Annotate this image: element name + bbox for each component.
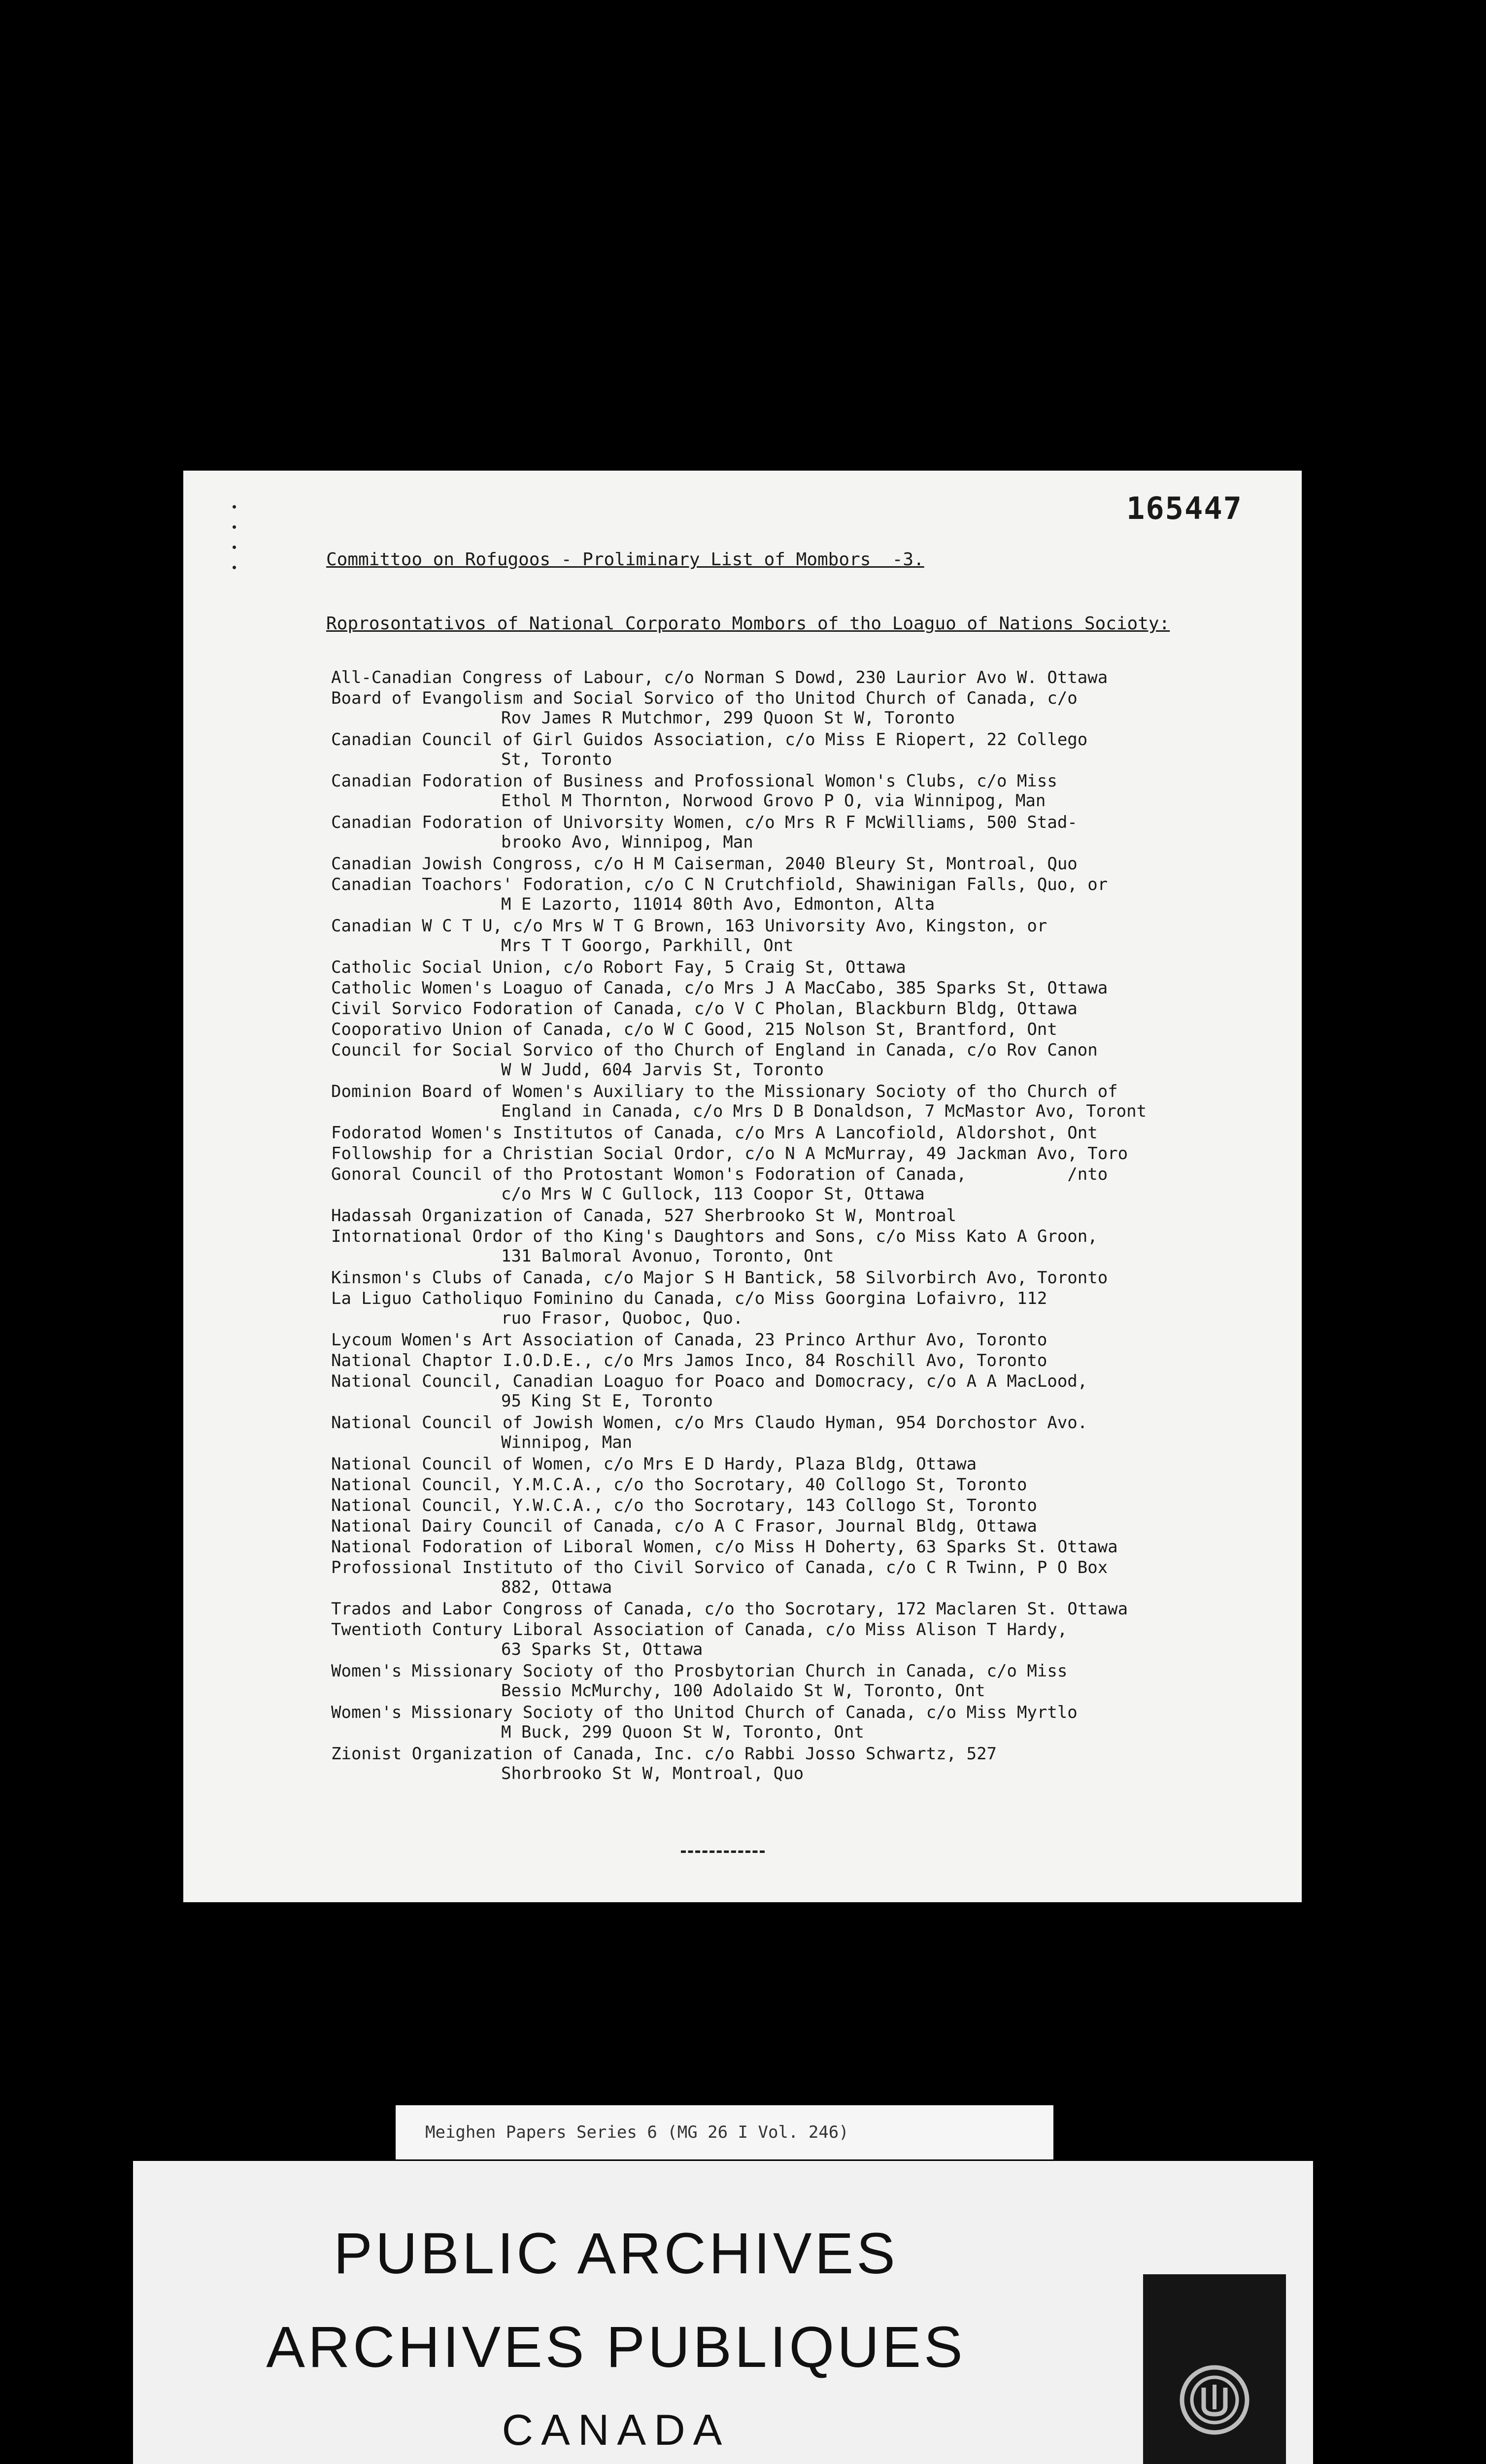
entry-line: Kinsmon's Clubs of Canada, c/o Major S H Bantick, 58 Silvorbirch Avo, Toronto xyxy=(331,1268,1108,1288)
entry-item xyxy=(331,771,1277,811)
entry-item xyxy=(331,916,1277,956)
entry-item xyxy=(331,1144,1277,1164)
entry-line: Canadian Fodoration of Business and Profossional Womon's Clubs, c/o Miss xyxy=(331,771,1057,791)
entry-continuation: M Buck, 299 Quoon St W, Toronto, Ont xyxy=(501,1722,864,1742)
entry-item xyxy=(331,1227,1277,1266)
archive-card-line2: ARCHIVES PUBLIQUES xyxy=(266,2315,966,2380)
entry-line: National Council, Canadian Loaguo for Poaco and Domocracy, c/o A A MacLood, xyxy=(331,1371,1088,1391)
entry-item xyxy=(331,1661,1277,1701)
entry-continuation: ruo Frasor, Quoboc, Quo. xyxy=(501,1308,743,1328)
entry-line: La Liguo Catholiquo Fominino du Canada, c/o Miss Goorgina Lofaivro, 112 xyxy=(331,1289,1047,1308)
entry-line: National Dairy Council of Canada, c/o A C Frasor, Journal Bldg, Ottawa xyxy=(331,1516,1037,1536)
entry-item xyxy=(331,1703,1277,1742)
entry-continuation: England in Canada, c/o Mrs D B Donaldson, 7 McMastor Avo, Toront xyxy=(501,1101,1147,1121)
entry-item xyxy=(331,668,1277,687)
entry-item xyxy=(331,1268,1277,1288)
entry-item xyxy=(331,1082,1277,1121)
entry-line: Women's Missionary Socioty of tho Prosbytorian Church in Canada, c/o Miss xyxy=(331,1661,1068,1681)
entry-line: Hadassah Organization of Canada, 527 Sherbrooko St W, Montroal xyxy=(331,1206,957,1226)
end-rule xyxy=(681,1850,765,1853)
entry-item xyxy=(331,813,1277,852)
entry-item xyxy=(331,730,1277,769)
entry-continuation: W W Judd, 604 Jarvis St, Toronto xyxy=(501,1060,824,1080)
entry-line: Women's Missionary Socioty of tho Unitod Church of Canada, c/o Miss Myrtlo xyxy=(331,1703,1078,1722)
entry-item xyxy=(331,978,1277,998)
entry-continuation: St, Toronto xyxy=(501,750,612,769)
entry-line: Cooporativo Union of Canada, c/o W C Good, 215 Nolson St, Brantford, Ont xyxy=(331,1020,1057,1039)
entry-line: Followship for a Christian Social Ordor, c/o N A McMurray, 49 Jackman Avo, Toro xyxy=(331,1144,1128,1164)
document-number: 165447 xyxy=(1126,490,1243,526)
entry-line: National Chaptor I.O.D.E., c/o Mrs Jamos Inco, 84 Roschill Avo, Toronto xyxy=(331,1351,1047,1370)
entry-line: Council for Social Sorvico of tho Church of England in Canada, c/o Rov Canon xyxy=(331,1040,1098,1060)
entry-continuation: Rov James R Mutchmor, 299 Quoon St W, Toronto xyxy=(501,708,955,728)
entry-item xyxy=(331,999,1277,1019)
entry-item xyxy=(331,875,1277,914)
archive-tag: Meighen Papers Series 6 (MG 26 I Vol. 246) xyxy=(396,2105,1053,2159)
entry-item xyxy=(331,1371,1277,1411)
entry-item xyxy=(331,1475,1277,1495)
entry-line: National Council of Women, c/o Mrs E D Hardy, Plaza Bldg, Ottawa xyxy=(331,1454,977,1474)
entry-item xyxy=(331,854,1277,874)
entry-item xyxy=(331,1599,1277,1619)
entry-line: Lycoum Women's Art Association of Canada, 23 Princo Arthur Avo, Toronto xyxy=(331,1330,1047,1350)
entry-continuation: Ethol M Thornton, Norwood Grovo P O, via Winnipog, Man xyxy=(501,791,1046,811)
entry-line: Fodoratod Women's Institutos of Canada, c/o Mrs A Lancofiold, Aldorshot, Ont xyxy=(331,1123,1098,1143)
entry-continuation: Winnipog, Man xyxy=(501,1433,633,1452)
entry-item xyxy=(331,1558,1277,1597)
entry-continuation: c/o Mrs W C Gullock, 113 Coopor St, Ottawa xyxy=(501,1184,925,1204)
entry-item xyxy=(331,1620,1277,1659)
entry-item xyxy=(331,1537,1277,1557)
entry-line: National Council, Y.M.C.A., c/o tho Socrotary, 40 Collogo St, Toronto xyxy=(331,1475,1027,1495)
archive-card-line1: PUBLIC ARCHIVES xyxy=(334,2221,898,2286)
entry-line: Gonoral Council of tho Protostant Womon's Fodoration of Canada, /nto xyxy=(331,1164,1108,1184)
entry-line: Canadian Fodoration of Univorsity Women, c/o Mrs R F McWilliams, 500 Stad- xyxy=(331,813,1078,832)
entry-item xyxy=(331,1516,1277,1536)
entry-item xyxy=(331,1454,1277,1474)
entry-line: Profossional Instituto of tho Civil Sorvico of Canada, c/o C R Twinn, P O Box xyxy=(331,1558,1108,1577)
entry-item xyxy=(331,1164,1277,1204)
entry-item xyxy=(331,1123,1277,1143)
archive-card xyxy=(133,2161,1313,2464)
entry-continuation: 63 Sparks St, Ottawa xyxy=(501,1640,703,1659)
entry-item xyxy=(331,1744,1277,1783)
entry-item xyxy=(331,688,1277,728)
document-subheading: Roprosontativos of National Corporato Mombors of tho Loaguo of Nations Socioty: xyxy=(326,614,1170,634)
entry-continuation: brooko Avo, Winnipog, Man xyxy=(501,832,753,852)
entry-item xyxy=(331,1020,1277,1039)
entry-item xyxy=(331,1289,1277,1328)
entry-line: Civil Sorvico Fodoration of Canada, c/o V C Pholan, Blackburn Bldg, Ottawa xyxy=(331,999,1078,1019)
entry-line: Canadian Council of Girl Guidos Association, c/o Miss E Riopert, 22 Collego xyxy=(331,730,1088,750)
entry-item xyxy=(331,958,1277,977)
entry-continuation: Bessio McMurchy, 100 Adolaido St W, Toronto, Ont xyxy=(501,1681,985,1701)
entry-continuation: 95 King St E, Toronto xyxy=(501,1391,713,1411)
entry-line: Canadian Jowish Congross, c/o H M Caiserman, 2040 Bleury St, Montroal, Quo xyxy=(331,854,1078,874)
entry-item xyxy=(331,1351,1277,1370)
entry-item xyxy=(331,1330,1277,1350)
archive-logo-block xyxy=(1143,2274,1286,2464)
document-page xyxy=(183,471,1302,1902)
document-heading: Committoo on Rofugoos - Proliminary List of Mombors -3. xyxy=(326,549,924,570)
entry-line: Dominion Board of Women's Auxiliary to the Missionary Socioty of tho Church of xyxy=(331,1082,1118,1101)
entry-continuation: Mrs T T Goorgo, Parkhill, Ont xyxy=(501,936,794,956)
entry-continuation: M E Lazorto, 11014 80th Avo, Edmonton, Alta xyxy=(501,894,935,914)
entry-line: All-Canadian Congress of Labour, c/o Norman S Dowd, 230 Laurior Avo W. Ottawa xyxy=(331,668,1108,687)
entry-continuation: 882, Ottawa xyxy=(501,1577,612,1597)
entry-line: Board of Evangolism and Social Sorvico of tho Unitod Church of Canada, c/o xyxy=(331,688,1078,708)
entry-line: National Council of Jowish Women, c/o Mrs Claudo Hyman, 954 Dorchostor Avo. xyxy=(331,1413,1088,1433)
entry-line: Catholic Women's Loaguo of Canada, c/o Mrs J A MacCabo, 385 Sparks St, Ottawa xyxy=(331,978,1108,998)
entry-line: National Council, Y.W.C.A., c/o tho Socrotary, 143 Collogo St, Toronto xyxy=(331,1496,1037,1515)
entry-item xyxy=(331,1206,1277,1226)
margin-dots xyxy=(233,505,237,586)
entry-item xyxy=(331,1040,1277,1080)
entry-line: Catholic Social Union, c/o Robort Fay, 5 Craig St, Ottawa xyxy=(331,958,906,977)
entry-line: Trados and Labor Congross of Canada, c/o tho Socrotary, 172 Maclaren St. Ottawa xyxy=(331,1599,1128,1619)
entry-line: National Fodoration of Liboral Women, c/o Miss H Doherty, 63 Sparks St. Ottawa xyxy=(331,1537,1118,1557)
archive-card-line3: CANADA xyxy=(502,2405,730,2454)
entry-line: Twentioth Contury Liboral Association of Canada, c/o Miss Alison T Hardy, xyxy=(331,1620,1068,1640)
entry-item xyxy=(331,1496,1277,1515)
entry-line: Zionist Organization of Canada, Inc. c/o Rabbi Josso Schwartz, 527 xyxy=(331,1744,997,1764)
entry-line: Canadian W C T U, c/o Mrs W T G Brown, 163 Univorsity Avo, Kingston, or xyxy=(331,916,1047,936)
entry-line: Canadian Toachors' Fodoration, c/o C N Crutchfiold, Shawinigan Falls, Quo, or xyxy=(331,875,1108,894)
entry-continuation: 131 Balmoral Avonuo, Toronto, Ont xyxy=(501,1246,834,1266)
entry-continuation: Shorbrooko St W, Montroal, Quo xyxy=(501,1764,804,1783)
archive-logo-icon xyxy=(1178,2363,1251,2437)
entry-line: Intornational Ordor of tho King's Daughtors and Sons, c/o Miss Kato A Groon, xyxy=(331,1227,1098,1246)
entry-item xyxy=(331,1413,1277,1452)
